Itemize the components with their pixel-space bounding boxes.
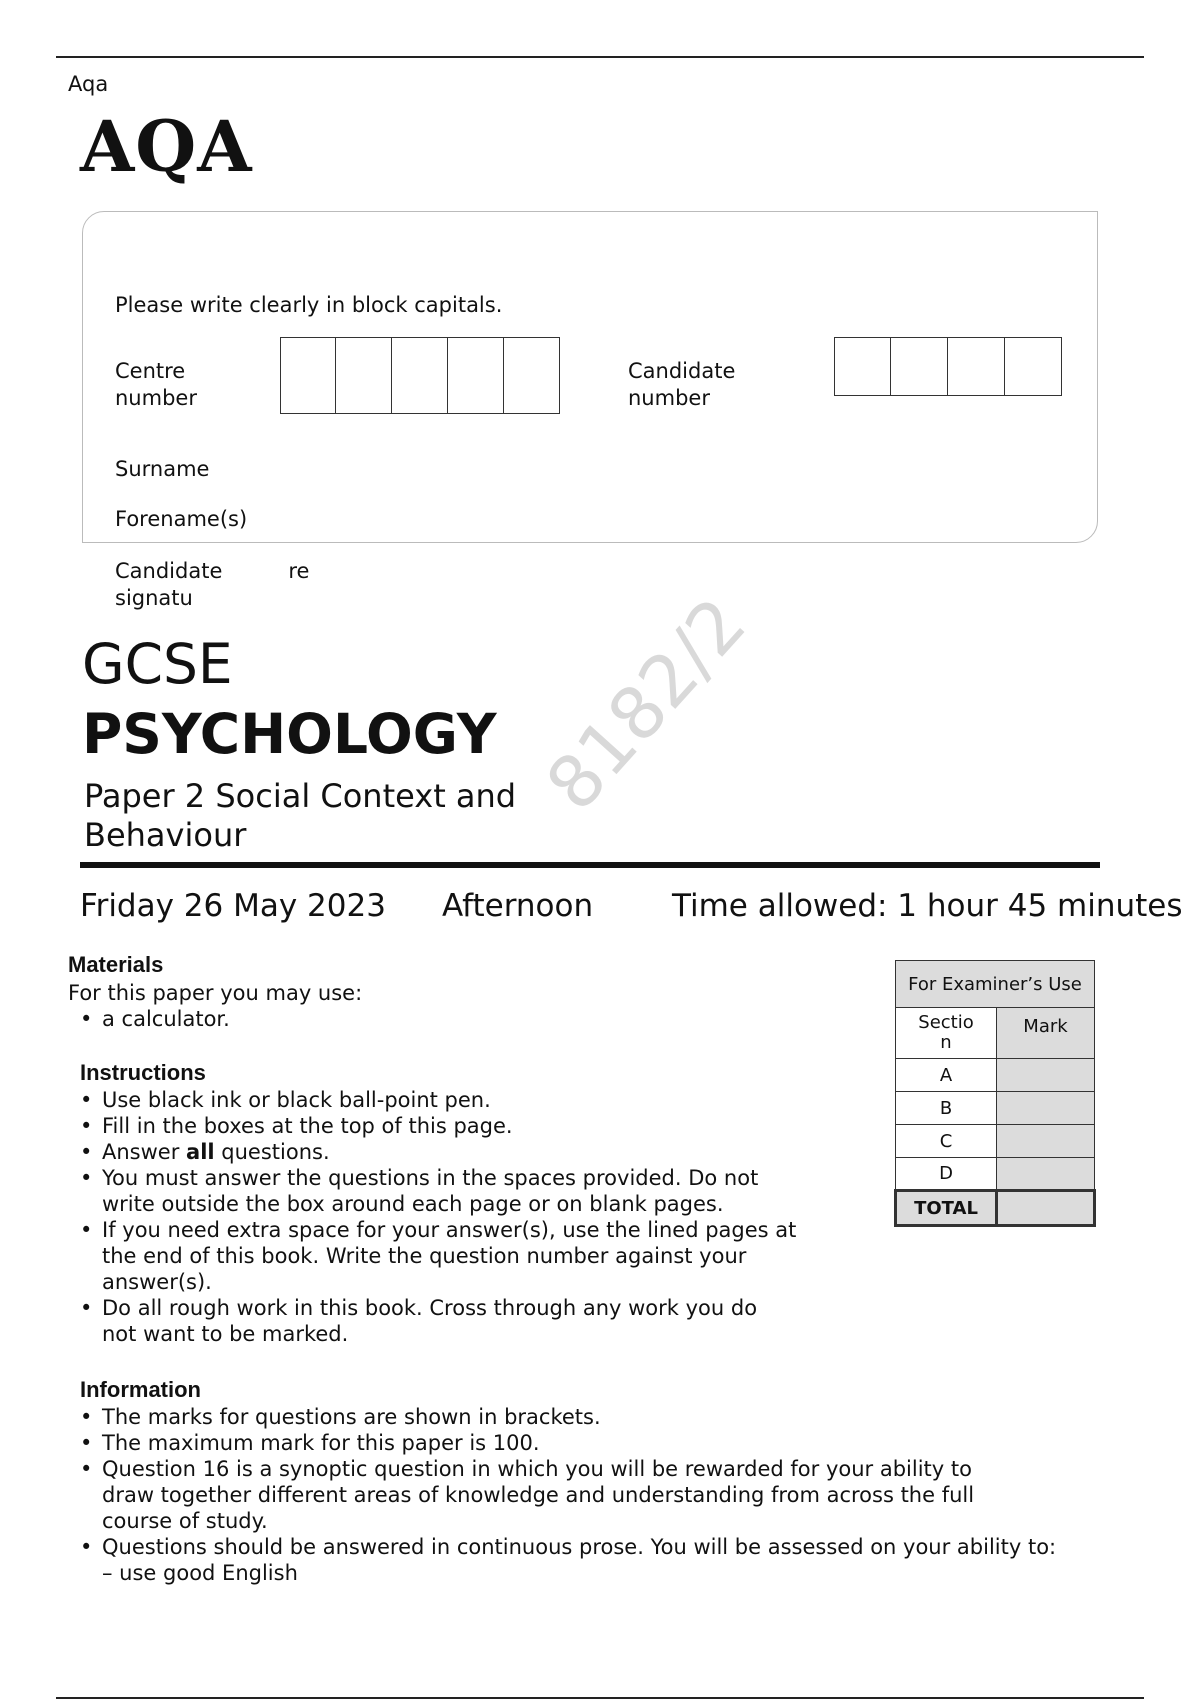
- mark-cell: [997, 1125, 1095, 1158]
- section-cell: D: [896, 1158, 997, 1191]
- list-item: [78, 1295, 796, 1347]
- information-heading: Information: [80, 1377, 201, 1402]
- mark-cell: [997, 1092, 1095, 1125]
- section-header-line2: n: [940, 1032, 952, 1053]
- block-capitals-instruction: Please write clearly in block capitals.: [115, 293, 503, 317]
- centre-number-digit-box[interactable]: [336, 337, 392, 414]
- centre-number-label-line2: number: [115, 386, 197, 410]
- exam-date: Friday 26 May 2023: [80, 888, 386, 924]
- centre-number-label: [115, 358, 197, 412]
- brand-text: Aqa: [68, 72, 109, 96]
- top-rule: [56, 56, 1144, 58]
- list-item: • The marks for questions are shown in brackets.: [78, 1404, 1056, 1430]
- list-item-line: • Do all rough work in this book. Cross through any work you do: [102, 1296, 758, 1320]
- candidate-signature-label: [115, 558, 309, 612]
- instructions-heading: Instructions: [80, 1060, 206, 1085]
- time-allowed: Time allowed: 1 hour 45 minutes: [672, 888, 1183, 924]
- list-item-line: • Questions should be answered in continuous prose. You will be assessed on your ability to:: [102, 1535, 1057, 1559]
- list-item-line: • Question 16 is a synoptic question in which you will be rewarded for your ability to: [102, 1457, 972, 1481]
- paper-title: [84, 777, 516, 855]
- list-item: [78, 1456, 1056, 1534]
- materials-intro: For this paper you may use:: [68, 981, 363, 1005]
- section-header-line1: Sectio: [918, 1012, 974, 1033]
- centre-number-digit-box[interactable]: [448, 337, 504, 414]
- information-list: [78, 1404, 1056, 1586]
- paper-title-line1: Paper 2 Social Context and: [84, 777, 517, 815]
- list-item: • Use black ink or black ball-point pen.: [78, 1087, 796, 1113]
- list-item-line: write outside the box around each page or on blank pages.: [102, 1192, 724, 1216]
- candidate-number-digit-box[interactable]: [948, 337, 1005, 396]
- centre-number-digit-box[interactable]: [392, 337, 448, 414]
- list-item-line: • You must answer the questions in the spaces provided. Do not: [102, 1166, 759, 1190]
- candidate-number-digit-box[interactable]: [834, 337, 891, 396]
- section-cell: C: [896, 1125, 997, 1158]
- candidate-number-label-line1: Candidate: [628, 359, 736, 383]
- forename-label: Forename(s): [115, 507, 248, 531]
- list-item: [78, 1139, 796, 1165]
- aqa-logo: AQA: [80, 105, 253, 188]
- list-item-line: draw together different areas of knowledge and understanding from across the full: [102, 1483, 975, 1507]
- bottom-rule: [56, 1697, 1144, 1699]
- list-item: • a calculator.: [78, 1006, 230, 1032]
- subject-title: PSYCHOLOGY: [82, 702, 497, 766]
- list-item-line: course of study.: [102, 1509, 268, 1533]
- list-item-line: not want to be marked.: [102, 1322, 349, 1346]
- list-item: [78, 1165, 796, 1217]
- candidate-number-boxes: [834, 337, 1062, 396]
- candidate-number-label-line2: number: [628, 386, 710, 410]
- list-item-line: • If you need extra space for your answer(s), use the lined pages at: [102, 1218, 797, 1242]
- section-cell: A: [896, 1059, 997, 1092]
- candidate-number-digit-box[interactable]: [891, 337, 948, 396]
- signature-label-line2: signatu: [115, 586, 193, 610]
- mark-column-header: Mark: [997, 1008, 1095, 1059]
- qualification-title: GCSE: [82, 632, 233, 696]
- candidate-number-digit-box[interactable]: [1005, 337, 1062, 396]
- centre-number-boxes: [280, 337, 560, 414]
- list-item: [78, 1217, 796, 1295]
- surname-label: Surname: [115, 457, 210, 481]
- materials-list: [78, 1006, 230, 1032]
- list-item-line: the end of this book. Write the question number against your: [102, 1244, 747, 1268]
- signature-label-part2: re: [288, 559, 310, 583]
- list-item: • Fill in the boxes at the top of this page.: [78, 1113, 796, 1139]
- list-item: [78, 1534, 1056, 1586]
- materials-heading: Materials: [68, 952, 164, 977]
- centre-number-digit-box[interactable]: [280, 337, 336, 414]
- mark-cell: [997, 1158, 1095, 1191]
- paper-title-line2: Behaviour: [84, 816, 247, 854]
- section-column-header: [896, 1008, 997, 1059]
- centre-number-digit-box[interactable]: [504, 337, 560, 414]
- emphasis-text: all: [186, 1140, 215, 1164]
- signature-label-part1: Candidate: [115, 559, 223, 583]
- paper-code-watermark: 8182/2: [530, 581, 762, 827]
- title-divider: [80, 862, 1100, 868]
- examiner-use-table: [894, 960, 1096, 1227]
- candidate-number-label: [628, 358, 735, 412]
- total-mark-cell: [997, 1191, 1095, 1226]
- list-item-text: Answer: [102, 1140, 187, 1164]
- centre-number-label-line1: Centre: [115, 359, 186, 383]
- list-item-line: – use good English: [102, 1561, 298, 1585]
- list-item-text: questions.: [214, 1140, 330, 1164]
- examiner-table-title: For Examiner’s Use: [896, 961, 1095, 1008]
- mark-cell: [997, 1059, 1095, 1092]
- list-item: • The maximum mark for this paper is 100.: [78, 1430, 1056, 1456]
- list-item-line: answer(s).: [102, 1270, 212, 1294]
- section-cell: B: [896, 1092, 997, 1125]
- instructions-list: [78, 1087, 796, 1347]
- exam-session: Afternoon: [442, 888, 594, 924]
- total-label-cell: TOTAL: [896, 1191, 997, 1226]
